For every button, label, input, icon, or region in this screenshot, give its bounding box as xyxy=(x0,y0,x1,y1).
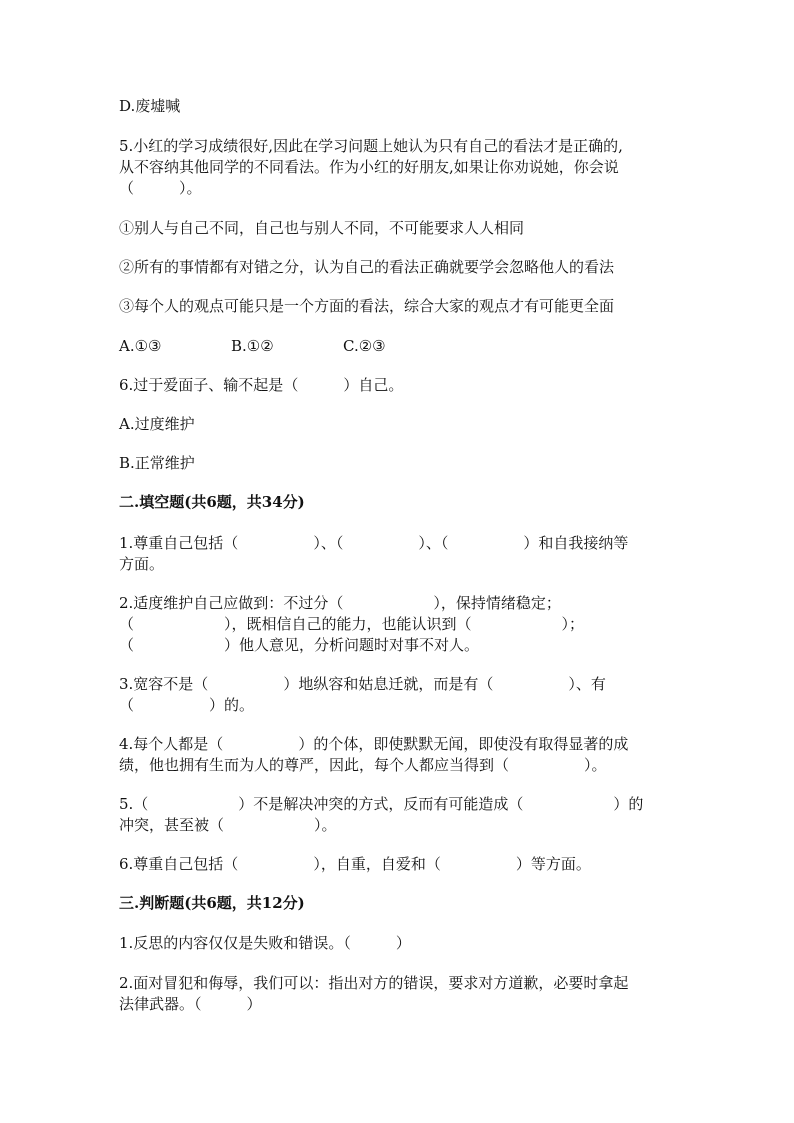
fill-q1-line-1: 1.尊重自己包括（ ）、（ ）、（ ）和自我接纳等 xyxy=(119,534,629,552)
q6-stem: 6.过于爱面子、输不起是（ ）自己。 xyxy=(119,376,404,394)
fill-q3-line-1: 3.宽容不是（ ）地纵容和姑息迁就，而是有（ ）、有 xyxy=(119,675,606,693)
q5-statement-2: ②所有的事情都有对错之分，认为自己的看法正确就要学会忽略他人的看法 xyxy=(119,258,615,276)
judge-q2-line-1: 2.面对冒犯和侮辱，我们可以：指出对方的错误，要求对方道歉，必要时拿起 xyxy=(119,974,629,992)
fill-q4-line-2: 绩，他也拥有生而为人的尊严，因此，每个人都应当得到（ ）。 xyxy=(119,756,607,774)
q4-option-d: D.废墟喊 xyxy=(119,97,181,115)
q6-option-a: A.过度维护 xyxy=(119,415,195,433)
q5-stem-line-1: 5.小红的学习成绩很好,因此在学习问题上她认为只有自己的看法才是正确的, xyxy=(119,137,623,155)
fill-q2-line-2: （ ），既相信自己的能力，也能认识到（ ）； xyxy=(119,615,585,633)
judge-section-heading: 三.判断题(共6题，共12分) xyxy=(119,894,305,912)
fill-q1-line-2: 方面。 xyxy=(119,555,165,573)
q5-statement-1: ①别人与自己不同，自己也与别人不同，不可能要求人人相同 xyxy=(119,219,525,237)
judge-q1: 1.反思的内容仅仅是失败和错误。（ ） xyxy=(119,934,411,952)
q5-options-row xyxy=(119,336,679,357)
q5-option-c: C.②③ xyxy=(343,337,386,355)
fill-q6-line-1: 6.尊重自己包括（ ），自重，自爱和（ ）等方面。 xyxy=(119,855,591,873)
fill-section-heading: 二.填空题(共6题，共34分) xyxy=(119,493,305,511)
fill-q3-line-2: （ ）的。 xyxy=(119,696,255,714)
q5-statement-3: ③每个人的观点可能只是一个方面的看法，综合大家的观点才有可能更全面 xyxy=(119,297,615,315)
q5-stem-line-3: （ ）。 xyxy=(119,179,202,197)
fill-q4-line-1: 4.每个人都是（ ）的个体，即使默默无闻，即使没有取得显著的成 xyxy=(119,735,629,753)
fill-q2-line-1: 2.适度维护自己应做到：不过分（ ），保持情绪稳定； xyxy=(119,594,561,612)
q5-option-b: B.①② xyxy=(231,337,274,355)
fill-q5-line-1: 5.（ ）不是解决冲突的方式，反而有可能造成（ ）的 xyxy=(119,795,644,813)
fill-q5-line-2: 冲突，甚至被（ ）。 xyxy=(119,816,337,834)
q6-option-b: B.正常维护 xyxy=(119,454,195,472)
q5-stem-line-2: 从不容纳其他同学的不同看法。作为小红的好朋友,如果让你劝说她，你会说 xyxy=(119,158,619,176)
fill-q2-line-3: （ ）他人意见，分析问题时对事不对人。 xyxy=(119,636,480,654)
judge-q2-line-2: 法律武器。（ ） xyxy=(119,995,262,1013)
q5-option-a: A.①③ xyxy=(119,337,162,355)
